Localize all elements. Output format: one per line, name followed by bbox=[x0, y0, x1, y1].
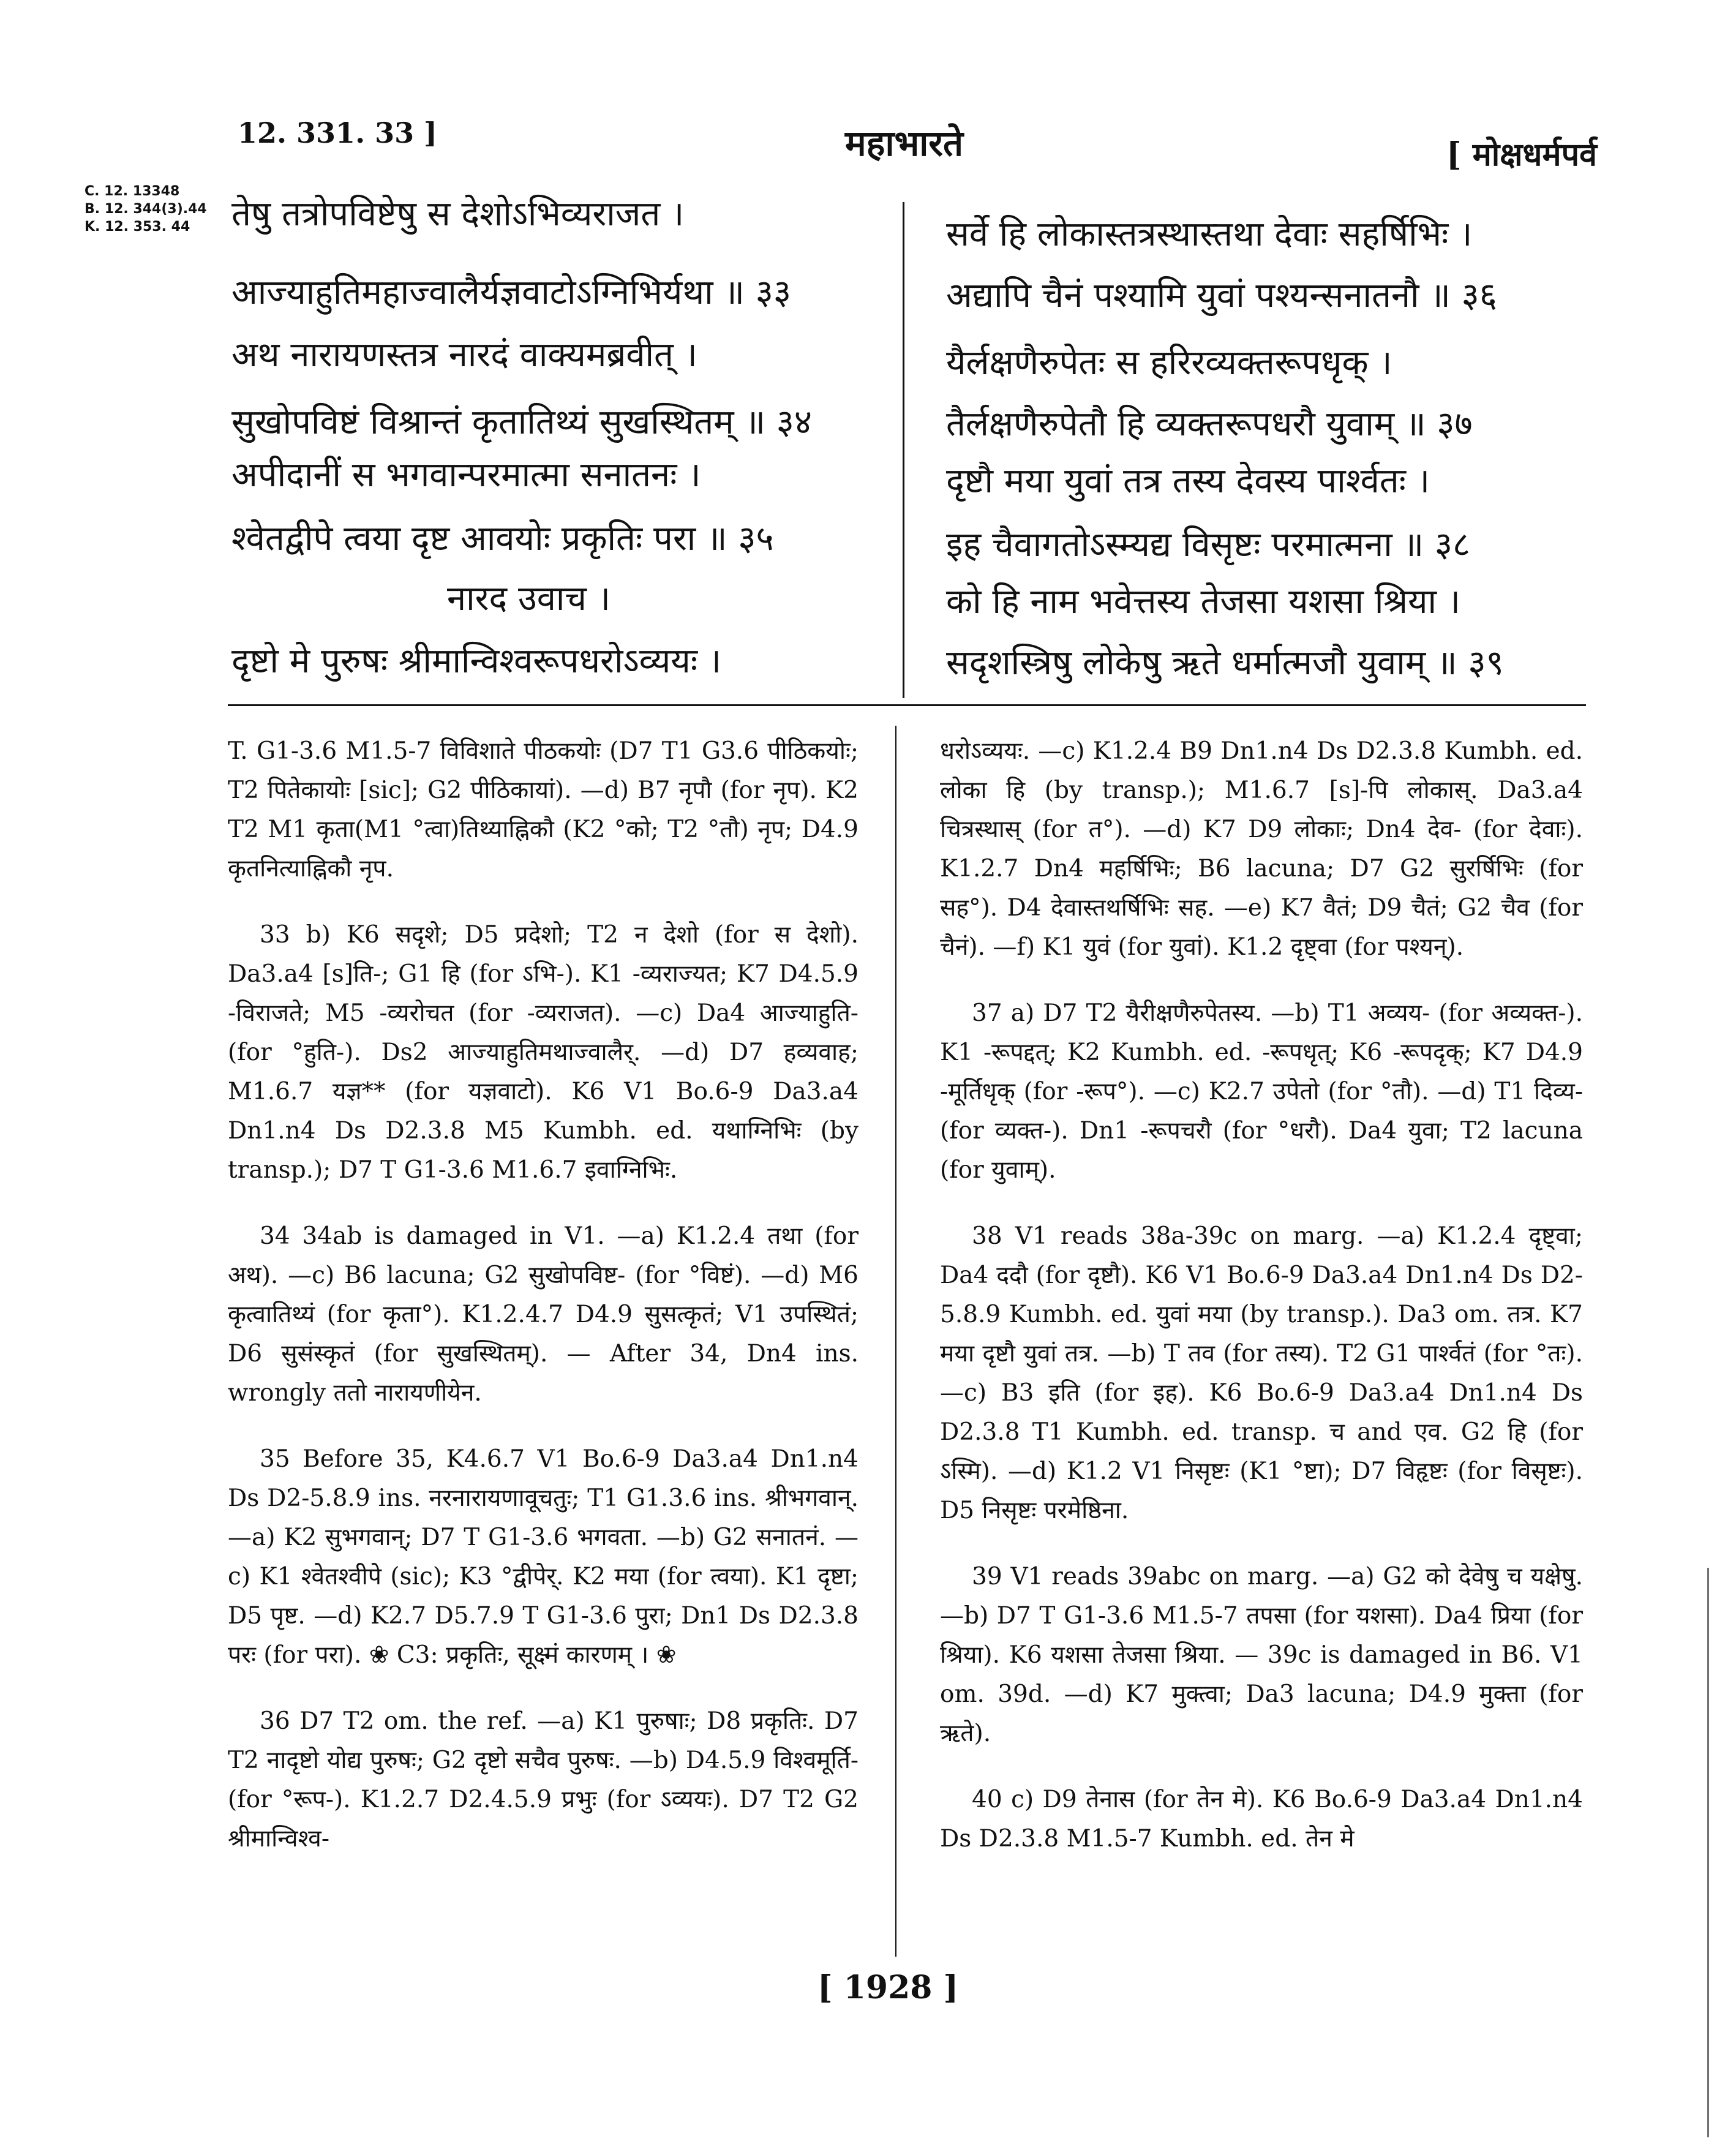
verse-line: तेषु तत्रोपविष्टेषु स देशोऽभिव्यराजत । bbox=[231, 194, 685, 234]
margin-references bbox=[85, 182, 207, 236]
page-title: महाभारते bbox=[845, 122, 964, 164]
verse-line: दृष्टौ मया युवां तत्र तस्य देवस्य पार्श्वतः । bbox=[946, 461, 1430, 501]
apparatus-column-left bbox=[228, 732, 859, 1886]
verse-line: श्वेतद्वीपे त्वया दृष्ट आवयोः प्रकृतिः परा ॥ ३५ bbox=[231, 519, 774, 559]
verse-line: सुखोपविष्टं विश्रान्तं कृतातिथ्यं सुखस्थितम् ॥ ३४ bbox=[231, 402, 813, 442]
verse-line: अथ नारायणस्तत्र नारदं वाक्यमब्रवीत् । bbox=[231, 335, 697, 375]
apparatus-note: धरोऽव्ययः. —c) K1.2.4 B9 Dn1.n4 Ds D2.3.8 Kumbh. ed. लोका हि (by transp.); M1.6.7 [s]-पि लोकास्. Da3.a4 चित्रस्थास् (for त°). —d) K7 D9 लोकाः; Dn4 देव- (for देवाः). K1.2.7 Dn4 महर्षिभिः; B6 lacuna; D7 G2 सुरर्षिभिः (for सह°). D4 देवास्तथर्षिभिः सह. —e) K7 वैतं; D9 चैतं; G2 चैव (for चैनं). —f) K1 युवं (for युवां). K1.2 दृष्ट्वा (for पश्यन्). bbox=[940, 737, 1583, 961]
verse-reference: 12. 331. 33 ] bbox=[238, 116, 437, 149]
page-edge-line bbox=[1707, 1568, 1709, 2137]
text-apparatus-separator bbox=[228, 704, 1586, 706]
apparatus-note: T. G1-3.6 M1.5-7 विविशाते पीठकयोः (D7 T1 G3.6 पीठिकयोः; T2 पितेकायोः [sic]; G2 पीठिकायां). —d) B7 नृपौ (for नृप). K2 T2 M1 कृता(M1 °त्वा)तिथ्याह्निकौ (K2 °को; T2 °तौ) नृप; D4.9 कृतनित्याह्निकौ नृप. bbox=[228, 737, 859, 882]
speaker-heading: नारद उवाच । bbox=[447, 579, 611, 619]
margin-ref: B. 12. 344(3).44 bbox=[85, 201, 207, 217]
column-divider bbox=[903, 202, 904, 698]
apparatus-column-right bbox=[940, 732, 1583, 1886]
apparatus-note: 40 c) D9 तेनास (for तेन मे). K6 Bo.6-9 Da3.a4 Dn1.n4 Ds D2.3.8 M1.5-7 Kumbh. ed. तेन मे bbox=[940, 1786, 1583, 1853]
verse-line: सदृशस्त्रिषु लोकेषु ऋते धर्मात्मजौ युवाम् ॥ ३९ bbox=[946, 643, 1504, 683]
verse-line: इह चैवागतोऽस्म्यद्य विसृष्टः परमात्मना ॥ ३८ bbox=[946, 525, 1471, 565]
apparatus-note: 36 D7 T2 om. the ref. —a) K1 पुरुषाः; D8 प्रकृतिः. D7 T2 नादृष्टो योद्य पुरुषः; G2 दृष्टो सचैव पुरुषः. —b) D4.5.9 विश्वमूर्ति- (for °रूप-). K1.2.7 D2.4.5.9 प्रभुः (for ऽव्ययः). D7 T2 G2 श्रीमान्विश्व- bbox=[228, 1707, 859, 1853]
verse-line: को हि नाम भवेत्तस्य तेजसा यशसा श्रिया । bbox=[946, 582, 1461, 622]
margin-ref: C. 12. 13348 bbox=[85, 184, 180, 199]
verse-line: सर्वे हि लोकास्तत्रस्थास्तथा देवाः सहर्षिभिः । bbox=[946, 214, 1473, 254]
margin-ref: K. 12. 353. 44 bbox=[85, 219, 190, 235]
apparatus-note: 35 Before 35, K4.6.7 V1 Bo.6-9 Da3.a4 Dn1.n4 Ds D2-5.8.9 ins. नरनारायणावूचतुः; T1 G1.3.6 ins. श्रीभगवान्. —a) K2 सुभगवान्; D7 T G1-3.6 भगवता. —b) G2 सनातनं. —c) K1 श्वेतश्वीपे (sic); K3 °द्वीपेर्. K2 मया (for त्वया). K1 दृष्टा; D5 पृष्ट. —d) K2.7 D5.7.9 T G1-3.6 पुरा; Dn1 Ds D2.3.8 परः (for परा). ❀ C3: प्रकृतिः, सूक्ष्मं कारणम् । ❀ bbox=[228, 1445, 859, 1669]
verse-line: दृष्टो मे पुरुषः श्रीमान्विश्वरूपधरोऽव्ययः । bbox=[231, 641, 722, 681]
apparatus-divider bbox=[895, 726, 896, 1957]
apparatus-note: 37 a) D7 T2 यैरीक्षणैरुपेतस्य. —b) T1 अव्यय- (for अव्यक्त-). K1 -रूपद्दत्; K2 Kumbh. ed. -रूपधृत्; K6 -रूपदृक्; K7 D4.9 -मूर्तिधृक् (for -रूप°). —c) K2.7 उपेतो (for °तौ). —d) T1 दिव्य- (for व्यक्त-). Dn1 -रूपचरौ (for °धरौ). Da4 युवा; T2 lacuna (for युवाम्). bbox=[940, 999, 1583, 1184]
verse-line: आज्याहुतिमहाज्वालैर्यज्ञवाटोऽग्निभिर्यथा ॥ ३३ bbox=[231, 273, 792, 312]
verse-line: तैर्लक्षणैरुपेतौ हि व्यक्तरूपधरौ युवाम् ॥ ३७ bbox=[946, 404, 1473, 444]
verse-line: अपीदानीं स भगवान्परमात्मा सनातनः । bbox=[231, 455, 701, 495]
apparatus-note: 34 34ab is damaged in V1. —a) K1.2.4 तथा (for अथ). —c) B6 lacuna; G2 सुखोपविष्ट- (for °विष्टं). —d) M6 कृत्वातिथ्यं (for कृता°). K1.2.4.7 D4.9 सुसत्कृतं; V1 उपस्थितं; D6 सुसंस्कृतं (for सुखस्थितम्). — After 34, Dn4 ins. wrongly ततो नारायणीयेन. bbox=[228, 1222, 859, 1407]
apparatus-note: 39 V1 reads 39abc on marg. —a) G2 को देवेषु च यक्षेषु. —b) D7 T G1-3.6 M1.5-7 तपसा (for यशसा). Da4 प्रिया (for श्रिया). K6 यशसा तेजसा श्रिया. — 39c is damaged in B6. V1 om. 39d. —d) K7 मुक्त्वा; Da3 lacuna; D4.9 मुक्ता (for ऋते). bbox=[940, 1563, 1583, 1747]
verse-line: यैर्लक्षणैरुपेतः स हरिरव्यक्तरूपधृक् । bbox=[946, 343, 1392, 383]
section-title: [ मोक्षधर्मपर्व bbox=[1446, 136, 1598, 173]
verse-line: अद्यापि चैनं पश्यामि युवां पश्यन्सनातनौ ॥ ३६ bbox=[946, 276, 1497, 315]
apparatus-note: 33 b) K6 सदृशे; D5 प्रदेशो; T2 न देशो (for स देशो). Da3.a4 [s]ति-; G1 हि (for ऽभि-). K1 -व्यराज्यत; K7 D4.5.9 -विराजते; M5 -व्यरोचत (for -व्यराजत). —c) Da4 आज्याहुति- (for °हुति-). Ds2 आज्याहुतिमथाज्वालैर्. —d) D7 हव्यवाह; M1.6.7 यज्ञ** (for यज्ञवाटो). K6 V1 Bo.6-9 Da3.a4 Dn1.n4 Ds D2.3.8 M5 Kumbh. ed. यथाग्निभिः (by transp.); D7 T G1-3.6 M1.6.7 इवाग्निभिः. bbox=[228, 921, 859, 1184]
page-number: [ 1928 ] bbox=[817, 1969, 959, 2006]
apparatus-note: 38 V1 reads 38a-39c on marg. —a) K1.2.4 दृष्ट्वा; Da4 ददौ (for दृष्टौ). K6 V1 Bo.6-9 Da3.a4 Dn1.n4 Ds D2-5.8.9 Kumbh. ed. युवां मया (by transp.). Da3 om. तत्र. K7 मया दृष्टौ युवां तत्र. —b) T तव (for तस्य). T2 G1 पार्श्वतं (for °तः). —c) B3 इति (for इह). K6 Bo.6-9 Da3.a4 Dn1.n4 Ds D2.3.8 T1 Kumbh. ed. transp. च and एव. G2 हि (for ऽस्मि). —d) K1.2 V1 निसृष्टः (K1 °ष्टा); D7 विहृष्टः (for विसृष्टः). D5 निसृष्टः परमेष्ठिना. bbox=[940, 1222, 1583, 1524]
